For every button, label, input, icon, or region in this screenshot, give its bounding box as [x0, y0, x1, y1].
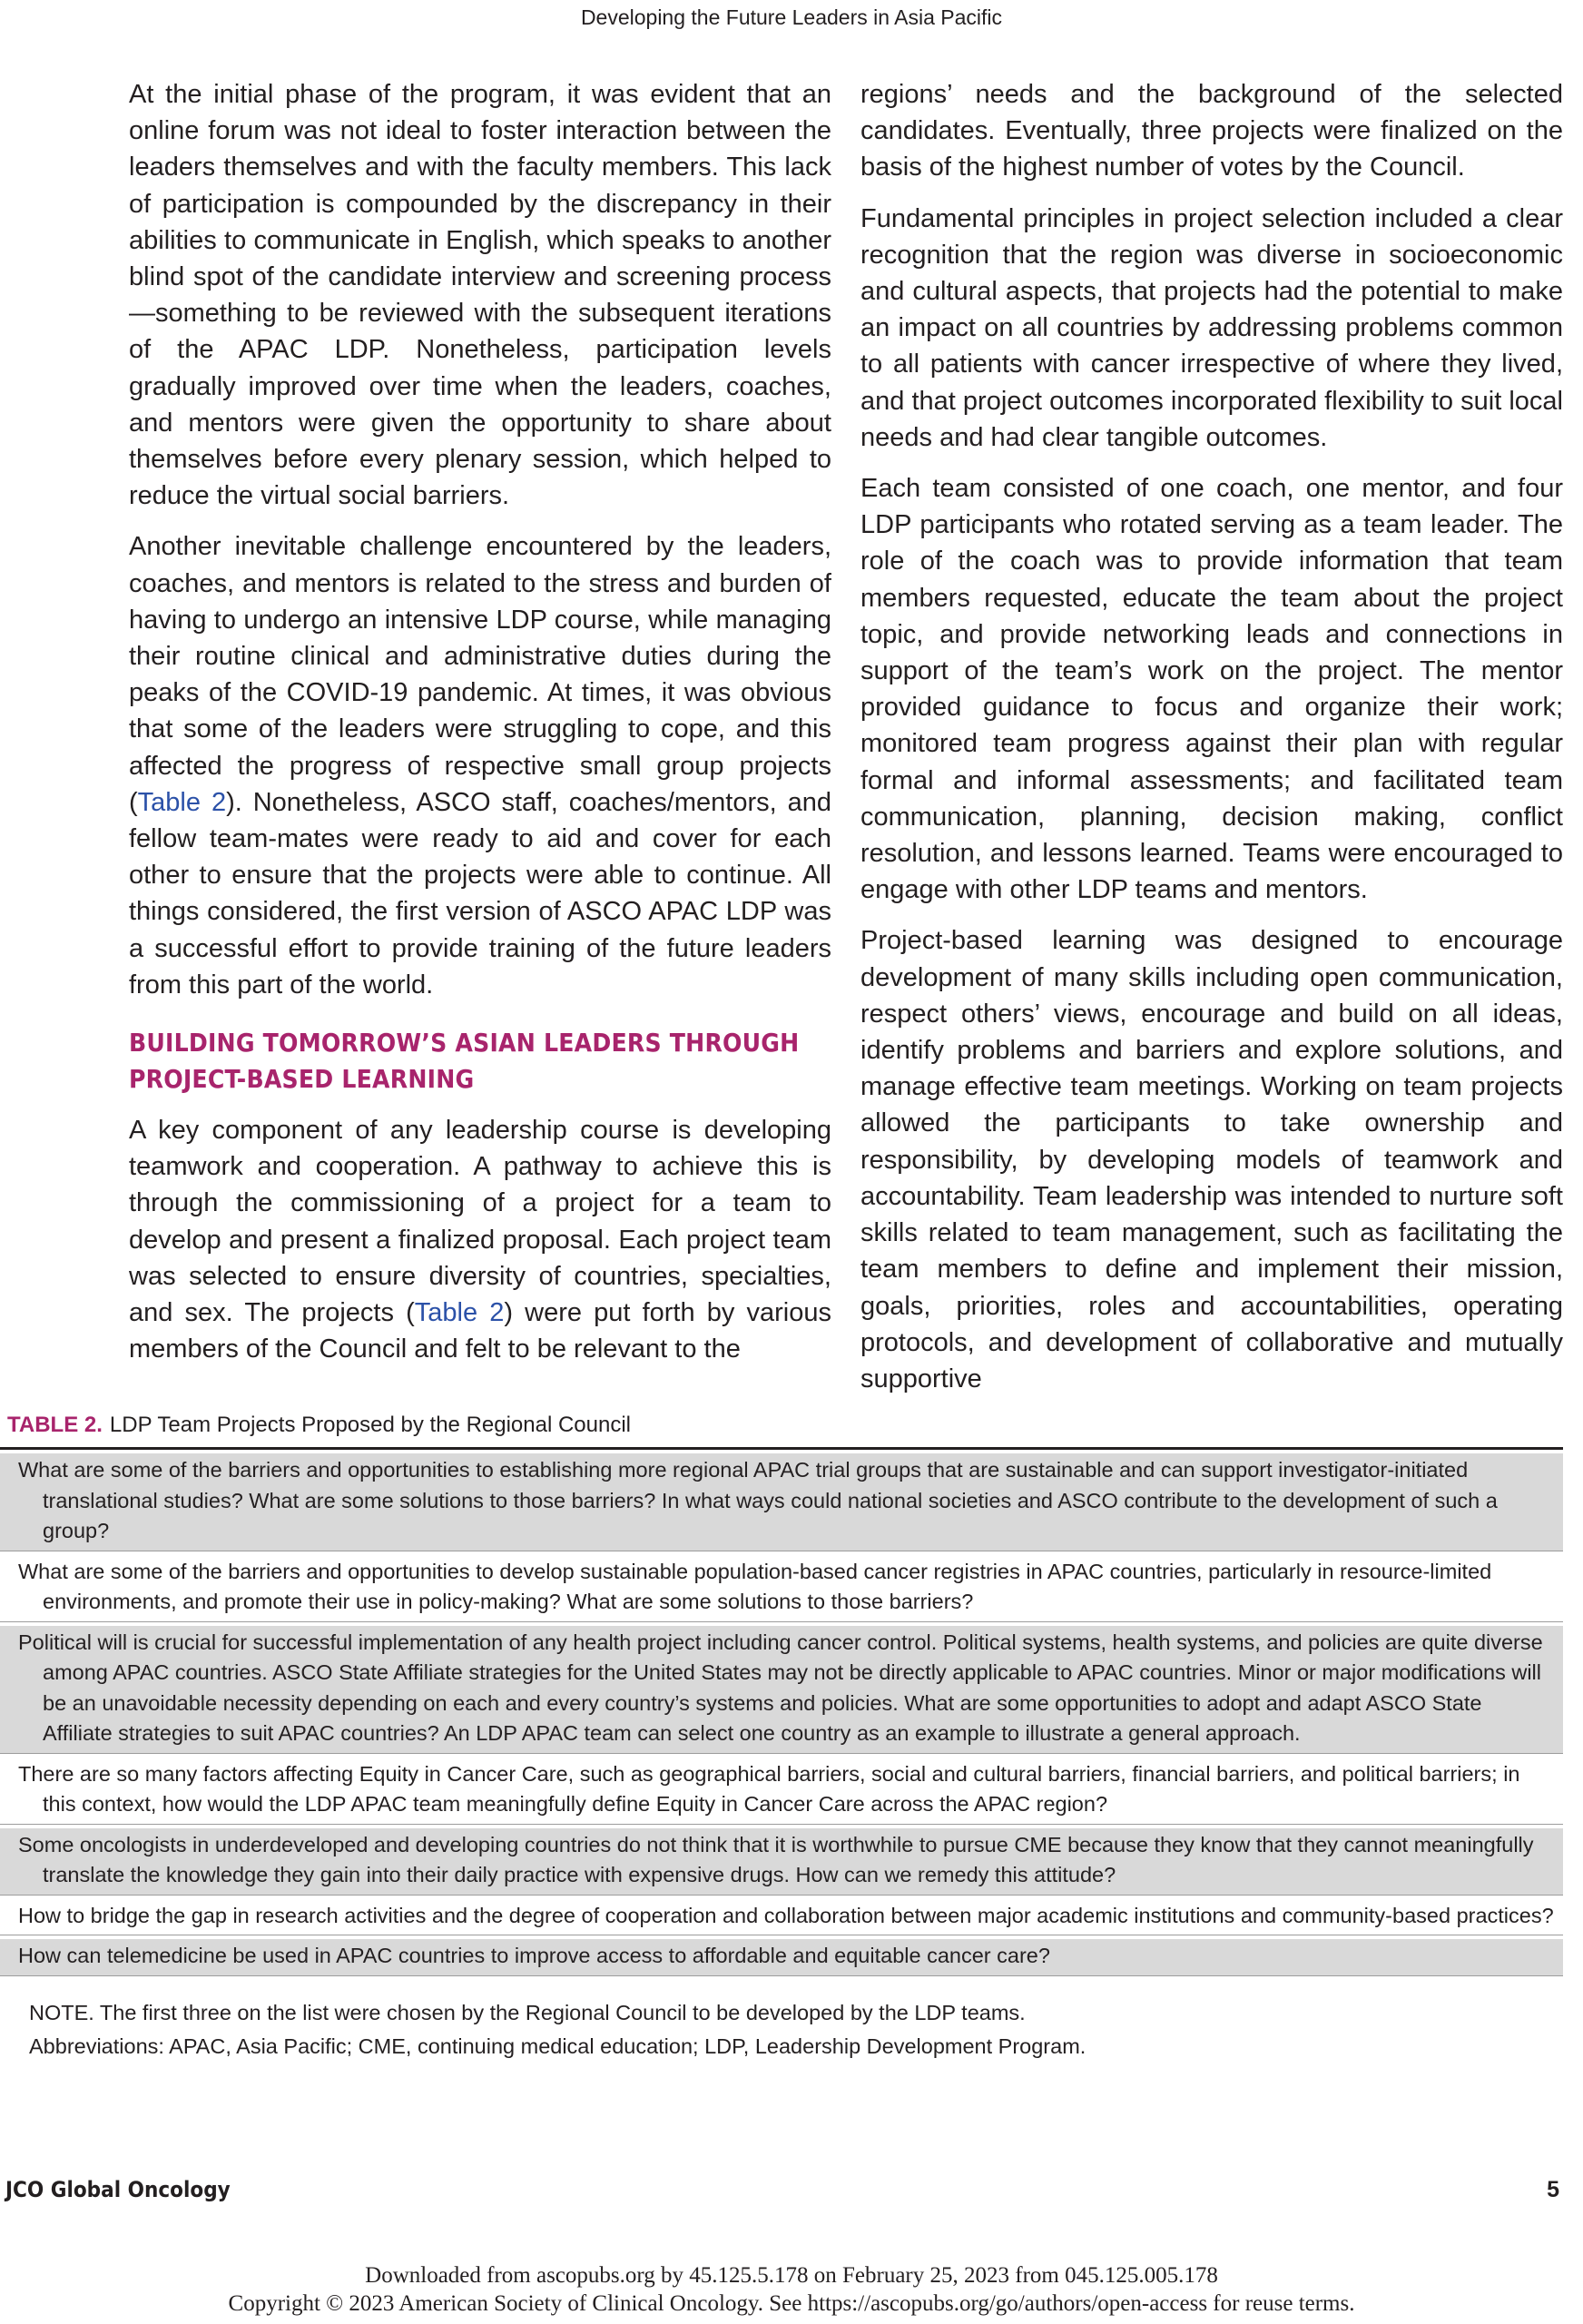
table-cell: How can telemedicine be used in APAC countries to improve access to affordable and equitable cancer care? — [18, 1944, 1050, 1967]
copyright-notice: Copyright © 2023 American Society of Clinical Oncology. See https://ascopubs.org/go/authors/open-access for reuse terms. — [228, 2291, 1355, 2316]
table-row — [0, 1453, 1563, 1551]
text-segment: ) were put forth by various members of the Council and felt to be relevant to the — [129, 1298, 831, 1364]
download-notice: Downloaded from ascopubs.org by 45.125.5.178 on February 25, 2023 from 045.125.005.178 — [365, 2263, 1218, 2288]
heading-line: PROJECT-BASED LEARNING — [129, 1064, 475, 1095]
table-2-link[interactable]: Table 2 — [137, 787, 227, 817]
paragraph: At the initial phase of the program, it was evident that an online forum was not ideal to foster interaction between the leaders themselves and with the faculty members. This lack of participation is compounded by the discrepancy in their abilities to communicate in English, which speaks to another blind spot of the candidate interview and screening process—something to be reviewed with the subsequent iterations of the APAC LDP. Nonetheless, participation levels gradually improved over time when the leaders, coaches, and mentors were given the opportunity to share about themselves before every plenary session, which helped to reduce the virtual social barriers. — [129, 80, 831, 511]
table-caption — [7, 1413, 1563, 1438]
section-heading — [129, 1025, 831, 1098]
running-head: Developing the Future Leaders in Asia Pacific — [580, 5, 1003, 29]
table-2-link[interactable]: Table 2 — [414, 1298, 505, 1328]
table-cell: What are some of the barriers and opportunities to establishing more regional APAC trial groups that are sustainable and can support investigator-initiated translational studies? What are some solutions to those barriers? In what ways could national societies and ASCO contribute to the development of such a group? — [18, 1458, 1498, 1542]
table-row — [0, 1758, 1563, 1825]
text-segment: A key component of any leadership course is developing teamwork and cooperation. A pathway to achieve this is through the commissioning of a project for a team to develop and present a finalized proposal. Each project team was selected to ensure diversity of countries, specialties, and sex. The projects ( — [129, 1116, 831, 1328]
journal-name: JCO Global Oncology — [5, 2177, 231, 2202]
heading-line: BUILDING TOMORROW’S ASIAN LEADERS THROUGH — [129, 1028, 800, 1059]
text-segment: Another inevitable challenge encountered by the leaders, coaches, and mentors is related to the stress and burden of having to undergo an intensive LDP course, while managing their routine clinical and administrative duties during the peaks of the COVID-19 pandemic. At times, it was obvious that some of the leaders were struggling to cope, and this affected the progress of respective small group projects ( — [129, 532, 831, 817]
table-cell: Political will is crucial for successful implementation of any health project including cancer control. Political systems, health systems, and policies are quite diverse among APAC countries. ASCO State Affiliate strategies for the United States may not be directly applicable to APAC countries. Minor or major modifications will be an unavoidable necessity depending on each and every country’s systems and policies. What are some opportunities to adopt and adapt ASCO State Affiliate strategies to suit APAC countries? An LDP APAC team can select one country as an example to illustrate a general approach. — [18, 1630, 1543, 1745]
paragraph: Project-based learning was designed to encourage development of many skills including open communication, respect others’ views, encourage and build on all ideas, identify problems and barriers and explore solutions, and manage effective team meetings. Working on team projects allowed the participants to take ownership and responsibility, by developing models of teamwork and accountability. Team leadership was intended to nurture soft skills related to team management, such as facilitating the team members to define and implement their mission, goals, priorities, roles and accountabilities, operating protocols, and development of collaborative and mutually supportive — [860, 926, 1563, 1393]
table-2 — [0, 1413, 1563, 2063]
paragraph — [129, 1112, 831, 1367]
table-title: LDP Team Projects Proposed by the Regional Council — [109, 1413, 632, 1437]
table-row — [0, 1939, 1563, 1976]
table-cell: How to bridge the gap in research activities and the degree of cooperation and collaboration between major academic institutions and community-based practices? — [18, 1903, 1554, 1927]
table-row — [0, 1555, 1563, 1622]
paragraph: regions’ needs and the background of the selected candidates. Eventually, three projects were finalized on the basis of the highest number of votes by the Council. — [860, 80, 1563, 182]
table-row — [0, 1899, 1563, 1936]
paragraph: Each team consisted of one coach, one mentor, and four LDP participants who rotated serving as a team leader. The role of the coach was to provide information that team members requested, educate the team about the project topic, and provide networking leads and connections in support of the team’s work on the project. The mentor provided guidance to focus and organize their work; monitored team progress against their plan with regular formal and informal assessments; and facilitated team communication, planning, decision making, conflict resolution, and lessons learned. Teams were encouraged to engage with other LDP teams and mentors. — [860, 474, 1563, 905]
table-row — [0, 1626, 1563, 1754]
right-column — [860, 76, 1563, 1412]
table-label: TABLE 2. — [7, 1413, 103, 1437]
table-cell: What are some of the barriers and opportunities to develop sustainable population-based cancer registries in APAC countries, particularly in resource-limited environments, and promote their use in policy-making? What are some solutions to those barriers? — [18, 1559, 1492, 1613]
table-top-rule — [0, 1447, 1563, 1450]
table-row — [0, 1828, 1563, 1896]
left-column — [129, 76, 831, 1383]
text-segment: ). Nonetheless, ASCO staff, coaches/mentors, and fellow team-mates were ready to aid and cover for each other to ensure that the projects were able to continue. All things considered, the first version of ASCO APAC LDP was a successful effort to provide training of the future leaders from this part of the world. — [129, 787, 831, 1000]
table-abbreviations: Abbreviations: APAC, Asia Pacific; CME, continuing medical education; LDP, Leadership Development Program. — [29, 2034, 1086, 2058]
page-number: 5 — [1547, 2177, 1559, 2202]
table-cell: Some oncologists in underdeveloped and developing countries do not think that it is worthwhile to pursue CME because they know that they cannot meaningfully translate the knowledge they gain into their daily practice with expensive drugs. How can we remedy this attitude? — [18, 1832, 1534, 1886]
paragraph: Fundamental principles in project selection included a clear recognition that the region was diverse in socioeconomic and cultural aspects, that projects had the potential to make an impact on all countries by addressing problems common to all patients with cancer irrespective of where they lived, and that project outcomes incorporated flexibility to suit local needs and had clear tangible outcomes. — [860, 203, 1563, 452]
table-notes — [29, 1996, 1563, 2063]
table-note: NOTE. The first three on the list were chosen by the Regional Council to be developed by the LDP teams. — [29, 2000, 1026, 2024]
paragraph — [129, 528, 831, 1003]
table-cell: There are so many factors affecting Equity in Cancer Care, such as geographical barriers, social and cultural barriers, financial barriers, and political barriers; in this context, how would the LDP APAC team meaningfully define Equity in Cancer Care across the APAC region? — [18, 1761, 1520, 1816]
